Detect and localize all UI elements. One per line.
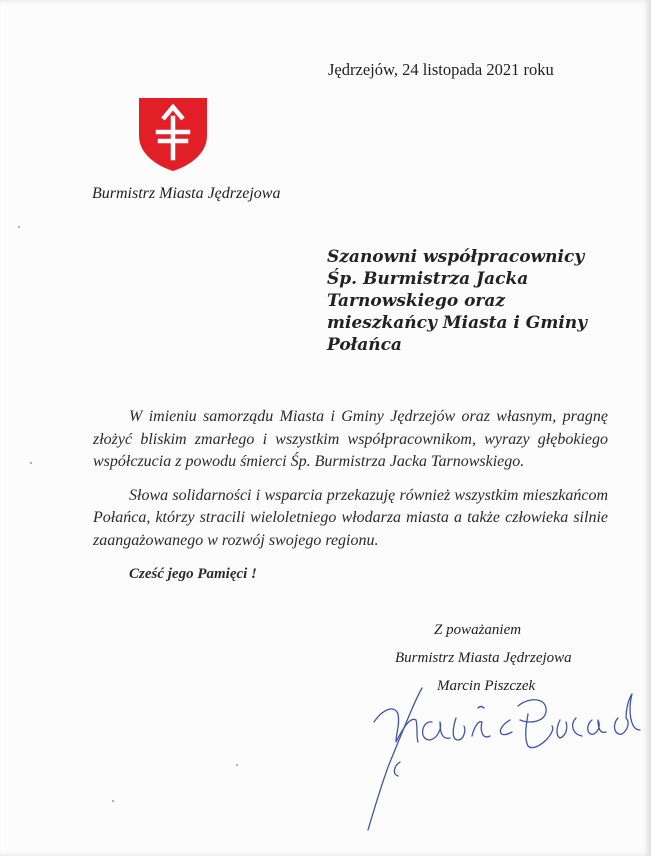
closing-line: Cześć jego Pamięci ! xyxy=(129,566,257,582)
addressee-block xyxy=(327,246,627,356)
letter-body xyxy=(93,406,608,597)
paper-speck xyxy=(30,462,32,464)
jedrzejow-coat-of-arms-icon xyxy=(137,96,209,172)
body-paragraph: Słowa solidarności i wsparcia przekazuję również wszystkim mieszkańcom Połańca, którzy stracili wieloletniego włodarza miasta a także człowieka silnie zaangażowanego w rozwój swojego regionu. xyxy=(93,486,608,549)
paper-speck xyxy=(112,800,114,802)
addressee-line: Połańca xyxy=(327,335,402,355)
handwritten-signature xyxy=(360,670,650,850)
body-paragraph: W imieniu samorządu Miasta i Gminy Jędrzejów oraz własnym, pragnę złożyć bliskim zmarłego i wszystkim współpracownikom, wyrazy głębokiego współczucia z powodu śmierci Śp. Burmistrza Jacka Tarnowskiego. xyxy=(93,408,608,470)
paper-speck xyxy=(236,764,238,766)
place-date: Jędrzejów, 24 listopada 2021 roku xyxy=(328,60,554,79)
signatory-office: Burmistrz Miasta Jędrzejowa xyxy=(395,650,572,666)
paper-speck xyxy=(18,226,20,228)
addressee-line: Śp. Burmistrza Jacka xyxy=(327,269,529,289)
addressee-line: mieszkańcy Miasta i Gminy xyxy=(327,313,588,333)
regards: Z poważaniem xyxy=(434,622,522,638)
signatory-name: Marcin Piszczek xyxy=(437,678,536,694)
sender-office: Burmistrz Miasta Jędrzejowa xyxy=(92,185,281,202)
addressee-line: Tarnowskiego oraz xyxy=(327,291,506,311)
addressee-line: Szanowni współpracownicy xyxy=(327,247,585,267)
